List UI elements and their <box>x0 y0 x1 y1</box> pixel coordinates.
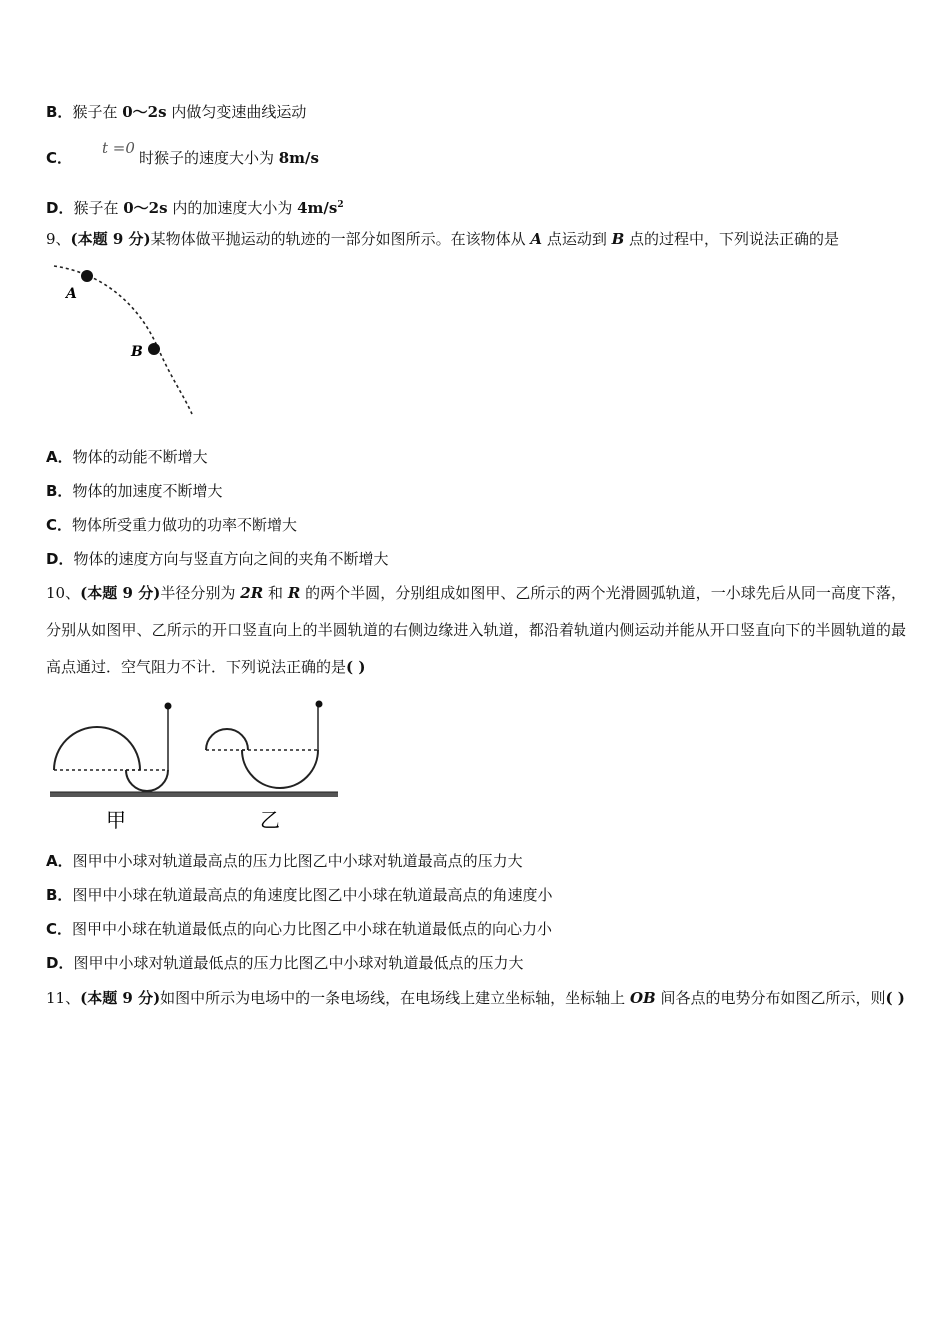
question-text: 半径分别为 <box>160 584 241 602</box>
q11-stem <box>46 980 906 1017</box>
point-b-label: B <box>131 344 143 360</box>
point-b: B <box>611 230 625 248</box>
option-text: 物体的动能不断增大 <box>72 448 208 466</box>
option-text: 物体的加速度不断增大 <box>72 482 223 500</box>
question-score: (本题 9 分) <box>80 989 161 1007</box>
option-text: 内做匀变速曲线运动 <box>166 103 307 121</box>
option-text: 物体所受重力做功的功率不断增大 <box>72 516 298 534</box>
jia-ball <box>165 703 172 710</box>
formula-t0: t =0 <box>102 139 135 157</box>
ground <box>50 792 338 797</box>
option-label: D． <box>46 954 74 972</box>
option-text: 物体的速度方向与竖直方向之间的夹角不断增大 <box>73 550 389 568</box>
option-label: C． <box>46 149 73 167</box>
question-score: (本题 9 分) <box>70 230 151 248</box>
q9-stem <box>46 229 839 249</box>
option-text: 图甲中小球对轨道最高点的压力比图乙中小球对轨道最高点的压力大 <box>72 852 523 870</box>
option-text: 图甲中小球在轨道最高点的角速度比图乙中小球在轨道最高点的角速度小 <box>72 886 553 904</box>
q9-option-b <box>46 481 222 501</box>
question-text: 点运动到 <box>542 230 612 248</box>
segment-ob: OB <box>629 989 656 1007</box>
question-text: 某物体做平抛运动的轨迹的一部分如图所示。在该物体从 <box>150 230 531 248</box>
answer-blank: ( ) <box>346 658 366 676</box>
q8-option-b <box>46 102 306 122</box>
q9-option-c <box>46 515 297 535</box>
q10-option-a <box>46 851 523 871</box>
question-score: (本题 9 分) <box>80 584 161 602</box>
question-text: 的两个半圆，分别组成如图甲、乙所示的两个光滑圆弧轨道，一小球先后从同一高度下落，分别从如图甲、乙所示的开口竖直向上的半圆轨道的右侧边缘进入轨道，都沿着轨道内侧运动并能从开口竖直向下的半圆轨道的最高点通过．空气阻力不计．下列说法正确的是 <box>46 584 906 676</box>
option-label: C． <box>46 516 73 534</box>
option-label: D． <box>46 199 74 217</box>
q8-option-c <box>46 139 319 168</box>
q9-option-a <box>46 447 208 467</box>
question-text: 间各点的电势分布如图乙所示，则 <box>655 989 886 1007</box>
exponent: 2 <box>337 200 344 210</box>
option-text: 内的加速度大小为 <box>167 199 298 217</box>
q10-option-c <box>46 919 552 939</box>
point-a-label: A <box>66 286 77 302</box>
q8-option-d <box>46 195 344 218</box>
radius-r: R <box>287 584 301 602</box>
answer-blank: ( ) <box>885 989 905 1007</box>
jia-small-semicircle <box>126 770 168 791</box>
question-number: 10、 <box>46 584 81 602</box>
option-text: 猴子在 <box>72 103 123 121</box>
option-text: 猴子在 <box>73 199 124 217</box>
option-label: A． <box>46 852 73 870</box>
yi-large-semicircle <box>242 750 318 788</box>
question-text: 点的过程中，下列说法正确的是 <box>624 230 840 248</box>
option-label: B． <box>46 886 73 904</box>
option-text: 时猴子的速度大小为 <box>138 149 279 167</box>
option-label: B． <box>46 103 73 121</box>
jia-large-semicircle <box>54 727 140 770</box>
q9-trajectory-figure <box>46 258 206 418</box>
question-text: 和 <box>263 584 288 602</box>
radius-2r: 2R <box>240 584 264 602</box>
question-number: 9、 <box>46 230 71 248</box>
yi-small-semicircle <box>206 729 248 750</box>
question-number: 11、 <box>46 989 81 1007</box>
q10-option-b <box>46 885 552 905</box>
q10-stem <box>46 575 906 686</box>
time-range: 0～2s <box>122 103 167 121</box>
option-text: 图甲中小球对轨道最低点的压力比图乙中小球对轨道最低点的压力大 <box>73 954 524 972</box>
point-a: A <box>530 230 543 248</box>
point-a-dot <box>81 270 93 282</box>
yi-ball <box>316 701 323 708</box>
jia-label: 甲 <box>106 808 126 832</box>
q10-track-figure <box>44 695 344 837</box>
option-label: D． <box>46 550 74 568</box>
acceleration-value: 4m/s <box>297 199 338 217</box>
point-b-dot <box>148 343 160 355</box>
question-text: 如图中所示为电场中的一条电场线，在电场线上建立坐标轴，坐标轴上 <box>160 989 630 1007</box>
option-label: A． <box>46 448 73 466</box>
option-label: C． <box>46 920 73 938</box>
q9-option-d <box>46 549 388 569</box>
q10-option-d <box>46 953 523 973</box>
time-range: 0～2s <box>123 199 168 217</box>
option-label: B． <box>46 482 73 500</box>
yi-label: 乙 <box>260 808 280 832</box>
option-text: 图甲中小球在轨道最低点的向心力比图乙中小球在轨道最低点的向心力小 <box>72 920 553 938</box>
speed-value: 8m/s <box>278 149 319 167</box>
